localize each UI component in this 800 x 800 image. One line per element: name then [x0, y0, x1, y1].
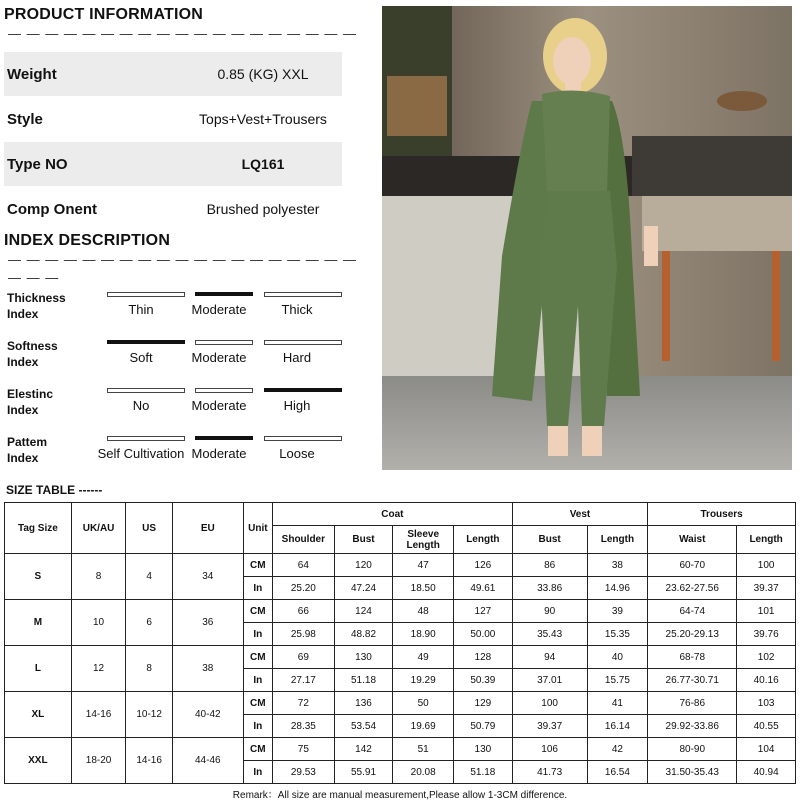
- cell-unit: In: [243, 577, 272, 600]
- cell-measure: 16.54: [587, 761, 648, 784]
- cell-measure: 35.43: [512, 623, 587, 646]
- cell-measure: 75: [273, 738, 335, 761]
- index-option-label: Self Cultivation: [97, 446, 185, 461]
- cell-unit: CM: [243, 554, 272, 577]
- cell-eu: 40-42: [172, 692, 243, 738]
- cell-us: 6: [126, 600, 173, 646]
- divider-dashes: — — — — — — — — — — — — — — — — — — —: [8, 26, 358, 41]
- cell-measure: 104: [737, 738, 796, 761]
- index-row-label: Softness Index: [7, 339, 58, 369]
- cell-measure: 50.39: [454, 669, 513, 692]
- index-option-label: Moderate: [191, 398, 247, 413]
- cell-measure: 47.24: [334, 577, 393, 600]
- index-level-bar: [195, 388, 253, 393]
- cell-measure: 103: [737, 692, 796, 715]
- info-row-label: Weight: [7, 65, 57, 83]
- cell-us: 4: [126, 554, 173, 600]
- cell-eu: 36: [172, 600, 243, 646]
- index-level-bar: [107, 436, 185, 441]
- cell-measure: 120: [334, 554, 393, 577]
- cell-measure: 90: [512, 600, 587, 623]
- cell-measure: 40.94: [737, 761, 796, 784]
- index-level-bar: [107, 388, 185, 393]
- cell-measure: 48: [393, 600, 454, 623]
- info-row-value: 0.85 (KG) XXL: [217, 66, 309, 82]
- cell-measure: 49: [393, 646, 454, 669]
- cell-measure: 127: [454, 600, 513, 623]
- index-option-label: Moderate: [191, 446, 247, 461]
- cell-uk-au: 18-20: [71, 738, 126, 784]
- cell-unit: In: [243, 761, 272, 784]
- cell-uk-au: 12: [71, 646, 126, 692]
- cell-unit: In: [243, 669, 272, 692]
- header-eu: EU: [172, 503, 243, 554]
- cell-measure: 86: [512, 554, 587, 577]
- header-coat-length: Length: [454, 526, 513, 554]
- index-option-label: Moderate: [191, 350, 247, 365]
- cell-measure: 20.08: [393, 761, 454, 784]
- cell-measure: 130: [454, 738, 513, 761]
- cell-measure: 26.77-30.71: [648, 669, 737, 692]
- info-row: [4, 52, 342, 96]
- cell-us: 10-12: [126, 692, 173, 738]
- header-coat: Coat: [273, 503, 513, 526]
- cell-us: 14-16: [126, 738, 173, 784]
- cell-tag-size: S: [5, 554, 72, 600]
- cell-measure: 80-90: [648, 738, 737, 761]
- cell-measure: 136: [334, 692, 393, 715]
- cell-eu: 44-46: [172, 738, 243, 784]
- cell-measure: 39: [587, 600, 648, 623]
- cell-unit: CM: [243, 692, 272, 715]
- product-info-title: PRODUCT INFORMATION: [4, 6, 204, 23]
- cell-measure: 53.54: [334, 715, 393, 738]
- info-row: [4, 142, 342, 186]
- cell-measure: 55.91: [334, 761, 393, 784]
- cell-measure: 33.86: [512, 577, 587, 600]
- cell-measure: 29.92-33.86: [648, 715, 737, 738]
- cell-measure: 27.17: [273, 669, 335, 692]
- cell-measure: 69: [273, 646, 335, 669]
- cell-tag-size: XXL: [5, 738, 72, 784]
- cell-measure: 130: [334, 646, 393, 669]
- table-row: [5, 692, 796, 715]
- index-level-bar: [107, 292, 185, 297]
- cell-unit: In: [243, 623, 272, 646]
- cell-uk-au: 14-16: [71, 692, 126, 738]
- cell-measure: 42: [587, 738, 648, 761]
- cell-measure: 51.18: [454, 761, 513, 784]
- cell-measure: 50: [393, 692, 454, 715]
- cell-measure: 72: [273, 692, 335, 715]
- cell-measure: 14.96: [587, 577, 648, 600]
- index-option-label: Loose: [279, 446, 315, 461]
- info-row-label: Type NO: [7, 155, 68, 173]
- cell-measure: 25.20-29.13: [648, 623, 737, 646]
- index-level-bar: [264, 292, 342, 297]
- cell-tag-size: M: [5, 600, 72, 646]
- cell-measure: 16.14: [587, 715, 648, 738]
- cell-unit: In: [243, 715, 272, 738]
- info-row: [4, 187, 342, 231]
- table-row: [5, 554, 796, 577]
- cell-unit: CM: [243, 738, 272, 761]
- cell-measure: 25.98: [273, 623, 335, 646]
- table-row: [5, 600, 796, 623]
- header-us: US: [126, 503, 173, 554]
- index-option-label: Moderate: [191, 302, 247, 317]
- cell-measure: 128: [454, 646, 513, 669]
- index-option-label: Hard: [282, 350, 312, 365]
- index-level-bar: [264, 340, 342, 345]
- cell-measure: 66: [273, 600, 335, 623]
- header-vest-length: Length: [587, 526, 648, 554]
- cell-measure: 39.76: [737, 623, 796, 646]
- cell-measure: 126: [454, 554, 513, 577]
- index-option-label: No: [132, 398, 150, 413]
- header-sleeve-length: Sleeve Length: [393, 526, 454, 554]
- cell-measure: 50.00: [454, 623, 513, 646]
- cell-uk-au: 10: [71, 600, 126, 646]
- header-uk-au: UK/AU: [71, 503, 126, 554]
- header-shoulder: Shoulder: [273, 526, 335, 554]
- header-unit: Unit: [243, 503, 272, 554]
- cell-measure: 15.75: [587, 669, 648, 692]
- cell-measure: 41.73: [512, 761, 587, 784]
- index-level-bar: [195, 340, 253, 345]
- cell-measure: 100: [512, 692, 587, 715]
- cell-eu: 34: [172, 554, 243, 600]
- info-row-label: Comp Onent: [7, 200, 97, 218]
- cell-measure: 18.50: [393, 577, 454, 600]
- cell-measure: 50.79: [454, 715, 513, 738]
- cell-measure: 25.20: [273, 577, 335, 600]
- cell-measure: 18.90: [393, 623, 454, 646]
- cell-measure: 124: [334, 600, 393, 623]
- table-row: [5, 646, 796, 669]
- info-row-value: Tops+Vest+Trousers: [199, 111, 327, 127]
- index-row-label: Thickness Index: [7, 291, 66, 321]
- header-trousers: Trousers: [648, 503, 796, 526]
- cell-tag-size: L: [5, 646, 72, 692]
- remark-note: Remark：All size are manual measurement,Please allow 1-3CM difference.: [232, 790, 568, 800]
- cell-measure: 106: [512, 738, 587, 761]
- index-option-label: Soft: [129, 350, 153, 365]
- header-tag-size: Tag Size: [5, 503, 72, 554]
- header-coat-bust: Bust: [334, 526, 393, 554]
- index-row-label: Pattem Index: [7, 435, 48, 465]
- info-row-value: LQ161: [241, 156, 285, 172]
- cell-unit: CM: [243, 600, 272, 623]
- cell-measure: 51.18: [334, 669, 393, 692]
- size-table: [4, 502, 796, 784]
- cell-measure: 94: [512, 646, 587, 669]
- cell-measure: 40.55: [737, 715, 796, 738]
- cell-measure: 19.69: [393, 715, 454, 738]
- cell-measure: 23.62-27.56: [648, 577, 737, 600]
- index-option-label: Thick: [281, 302, 313, 317]
- cell-unit: CM: [243, 646, 272, 669]
- cell-measure: 142: [334, 738, 393, 761]
- cell-uk-au: 8: [71, 554, 126, 600]
- cell-measure: 15.35: [587, 623, 648, 646]
- cell-measure: 129: [454, 692, 513, 715]
- header-trousers-length: Length: [737, 526, 796, 554]
- index-level-bar: [195, 436, 253, 440]
- cell-measure: 40.16: [737, 669, 796, 692]
- index-option-label: Thin: [128, 302, 154, 317]
- cell-measure: 39.37: [512, 715, 587, 738]
- cell-measure: 39.37: [737, 577, 796, 600]
- model-photo-illustration: [382, 6, 792, 470]
- index-row-label: Elestinc Index: [7, 387, 54, 417]
- header-waist: Waist: [648, 526, 737, 554]
- cell-measure: 76-86: [648, 692, 737, 715]
- cell-measure: 38: [587, 554, 648, 577]
- cell-measure: 49.61: [454, 577, 513, 600]
- cell-measure: 37.01: [512, 669, 587, 692]
- cell-measure: 28.35: [273, 715, 335, 738]
- cell-measure: 51: [393, 738, 454, 761]
- cell-measure: 41: [587, 692, 648, 715]
- info-row-label: Style: [7, 110, 43, 128]
- divider-dashes: — — — — — — — — — — — — — — — — — — —: [8, 252, 358, 267]
- product-photo: [382, 6, 792, 470]
- cell-us: 8: [126, 646, 173, 692]
- index-level-bar: [195, 292, 253, 296]
- cell-measure: 47: [393, 554, 454, 577]
- cell-tag-size: XL: [5, 692, 72, 738]
- header-vest: Vest: [512, 503, 648, 526]
- header-vest-bust: Bust: [512, 526, 587, 554]
- cell-measure: 68-78: [648, 646, 737, 669]
- index-option-label: High: [283, 398, 311, 413]
- cell-measure: 19.29: [393, 669, 454, 692]
- size-table-title: SIZE TABLE ------: [6, 483, 103, 497]
- index-level-bar: [264, 436, 342, 441]
- index-description-title: INDEX DESCRIPTION: [4, 232, 171, 249]
- cell-measure: 29.53: [273, 761, 335, 784]
- index-level-bar: [107, 340, 185, 344]
- cell-measure: 102: [737, 646, 796, 669]
- info-row: [4, 97, 342, 141]
- cell-measure: 60-70: [648, 554, 737, 577]
- divider-dashes: — — —: [8, 270, 60, 285]
- cell-measure: 64: [273, 554, 335, 577]
- cell-measure: 48.82: [334, 623, 393, 646]
- table-row: [5, 738, 796, 761]
- cell-measure: 101: [737, 600, 796, 623]
- cell-measure: 31.50-35.43: [648, 761, 737, 784]
- cell-measure: 40: [587, 646, 648, 669]
- info-row-value: Brushed polyester: [206, 201, 320, 217]
- cell-measure: 64-74: [648, 600, 737, 623]
- cell-eu: 38: [172, 646, 243, 692]
- cell-measure: 100: [737, 554, 796, 577]
- index-level-bar: [264, 388, 342, 392]
